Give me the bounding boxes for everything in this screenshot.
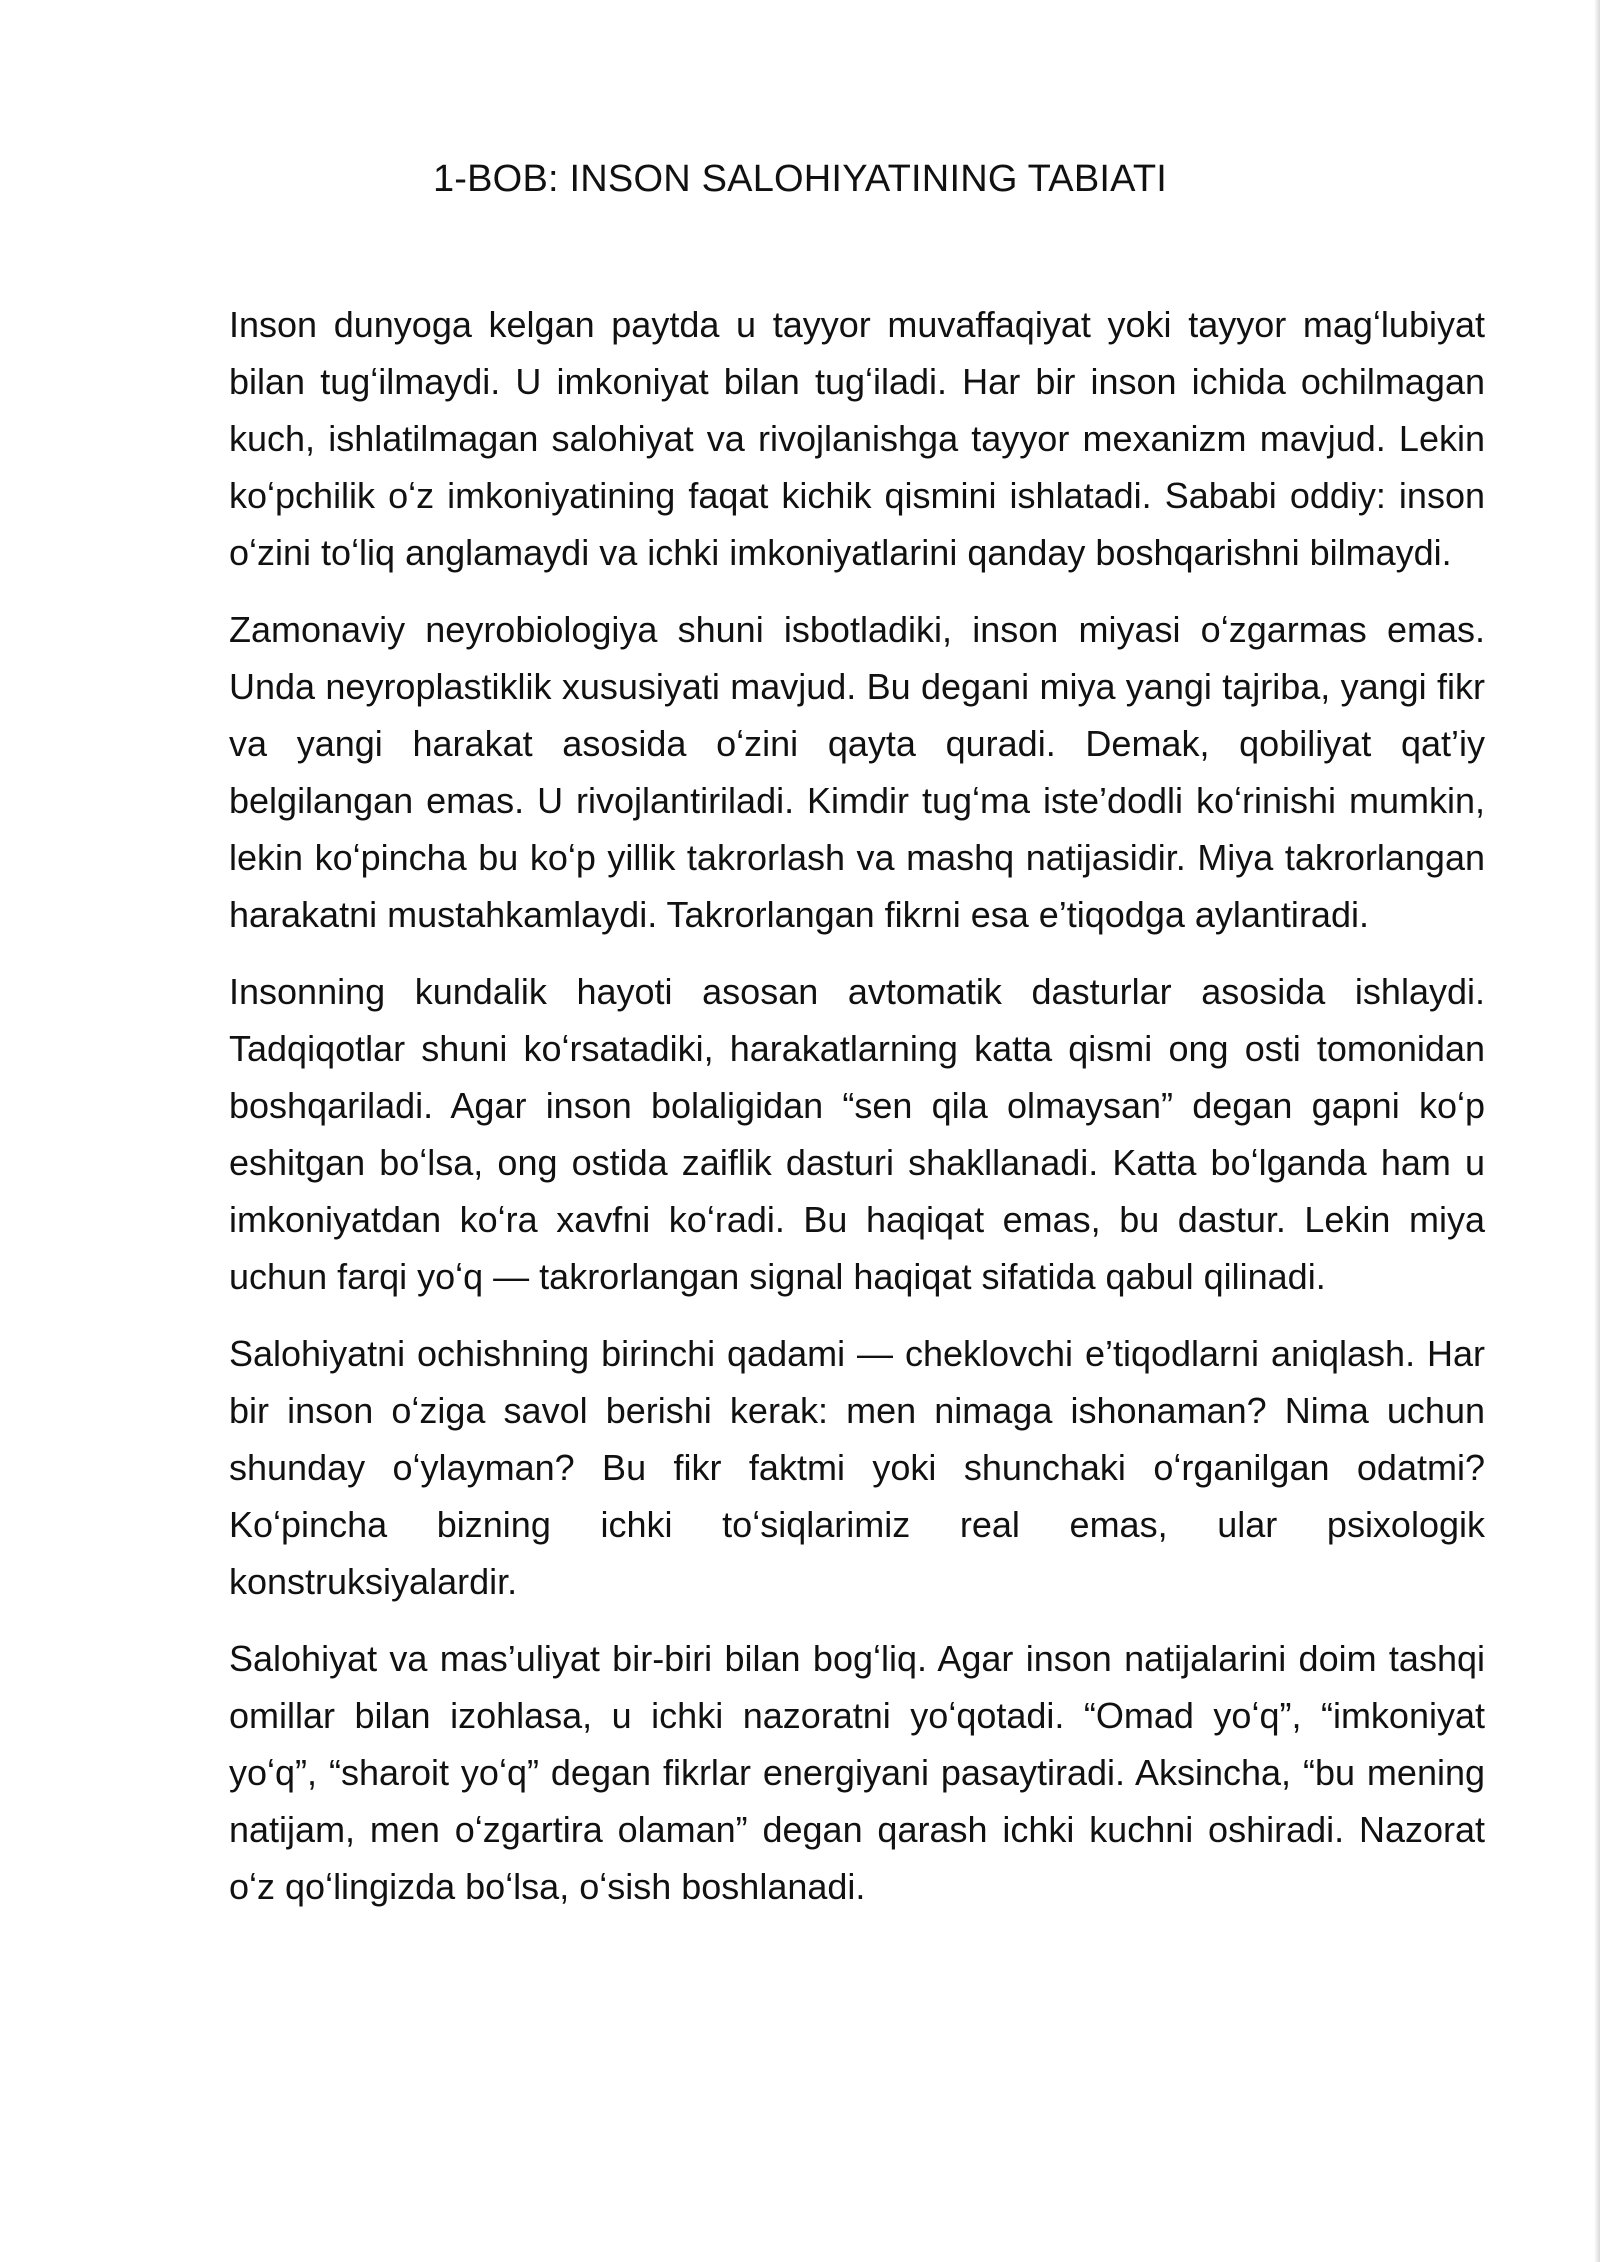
paragraph: Inson dunyoga kelgan paytda u tayyor muvaffaqiyat yoki tayyor magʻlubiyat bilan tugʻilmaydi. U imkoniyat bilan tugʻiladi. Har bir inson ichida ochilmagan kuch, ishlatilmagan salohiyat va rivojlanishga tayyor mexanizm mavjud. Lekin koʻpchilik oʻz imkoniyatining faqat kichik qismini ishlatadi. Sababi oddiy: inson oʻzini toʻliq anglamaydi va ichki imkoniyatlarini qanday boshqarishni bilmaydi. [229, 304, 1485, 573]
chapter-title: 1-BOB: INSON SALOHIYATINING TABIATI [432, 158, 1168, 200]
page-edge-shadow [1594, 0, 1600, 2262]
document-body [229, 296, 1485, 1935]
paragraph: Zamonaviy neyrobiologiya shuni isbotladiki, inson miyasi oʻzgarmas emas. Unda neyroplastiklik xususiyati mavjud. Bu degani miya yangi tajriba, yangi fikr va yangi harakat asosida oʻzini qayta quradi. Demak, qobiliyat qat’iy belgilangan emas. U rivojlantiriladi. Kimdir tugʻma iste’dodli koʻrinishi mumkin, lekin koʻpincha bu koʻp yillik takrorlash va mashq natijasidir. Miya takrorlangan harakatni mustahkamlaydi. Takrorlangan fikrni esa e’tiqodga aylantiradi. [229, 609, 1485, 935]
paragraph: Salohiyatni ochishning birinchi qadami — cheklovchi e’tiqodlarni aniqlash. Har bir inson oʻziga savol berishi kerak: men nimaga ishonaman? Nima uchun shunday oʻylayman? Bu fikr faktmi yoki shunchaki oʻrganilgan odatmi? Koʻpincha bizning ichki toʻsiqlarimiz real emas, ular psixologik konstruksiyalardir. [229, 1333, 1485, 1602]
paragraph: Insonning kundalik hayoti asosan avtomatik dasturlar asosida ishlaydi. Tadqiqotlar shuni koʻrsatadiki, harakatlarning katta qismi ong osti tomonidan boshqariladi. Agar inson bolaligidan “sen qila olmaysan” degan gapni koʻp eshitgan boʻlsa, ong ostida zaiflik dasturi shakllanadi. Katta boʻlganda ham u imkoniyatdan koʻra xavfni koʻradi. Bu haqiqat emas, bu dastur. Lekin miya uchun farqi yoʻq — takrorlangan signal haqiqat sifatida qabul qilinadi. [229, 971, 1485, 1297]
paragraph: Salohiyat va mas’uliyat bir-biri bilan bogʻliq. Agar inson natijalarini doim tashqi omillar bilan izohlasa, u ichki nazoratni yoʻqotadi. “Omad yoʻq”, “imkoniyat yoʻq”, “sharoit yoʻq” degan fikrlar energiyani pasaytiradi. Aksincha, “bu mening natijam, men oʻzgartira olaman” degan qarash ichki kuchni oshiradi. Nazorat oʻz qoʻlingizda boʻlsa, oʻsish boshlanadi. [229, 1638, 1485, 1907]
